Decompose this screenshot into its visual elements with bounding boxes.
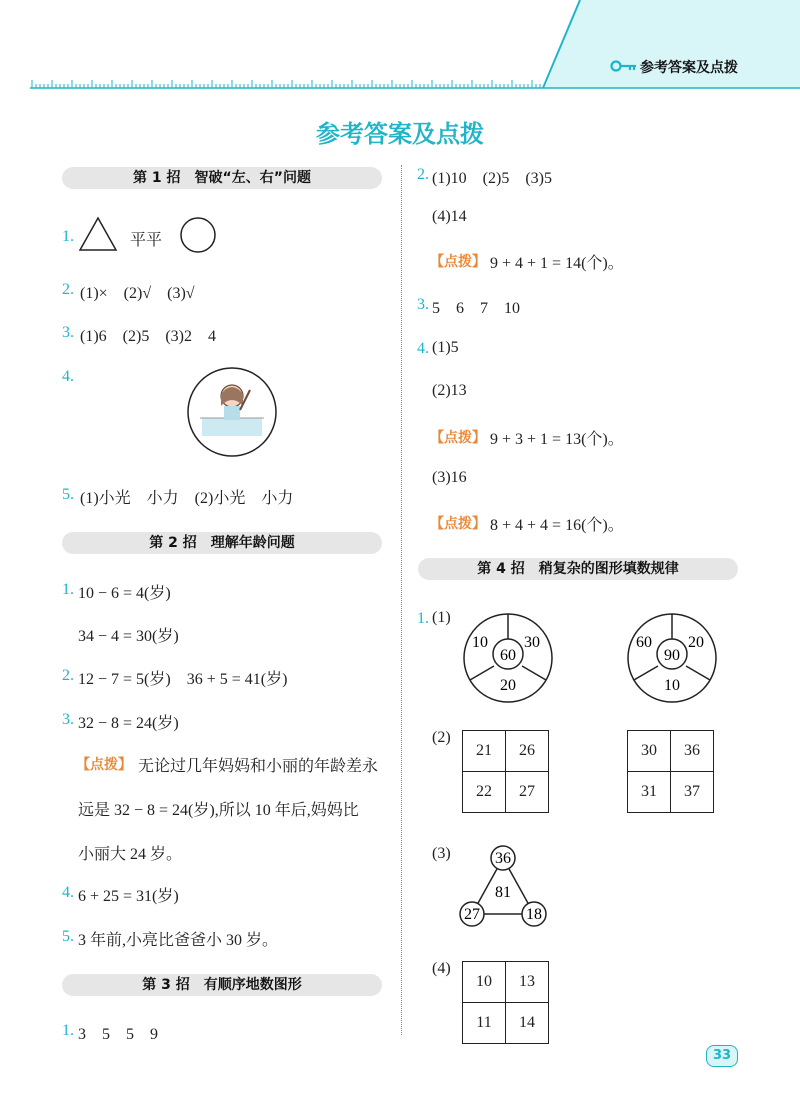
wheel-center-value: 90 [664,647,680,664]
hint-label: 【点拨】 [430,254,486,270]
hint-text: 9 + 4 + 1 = 14(个)。 [490,255,624,272]
hint-text: 无论过几年妈妈和小丽的年龄差永 [138,758,379,775]
answer-text: (4)14 [432,208,467,225]
triangle-top-value: 36 [495,850,511,867]
answer-text: 平平 [130,232,163,249]
answer-text: 5 6 7 10 [432,300,521,317]
q-number: 5. [62,486,74,503]
grid-cell: 22 [463,772,506,813]
q-number: 3. [417,296,429,313]
q-number: 4. [62,368,74,385]
grid-cell: 13 [506,962,549,1003]
grid-cell: 11 [463,1003,506,1044]
q-number: 5. [62,928,74,945]
q-number: 3. [62,711,74,728]
wheel-right-value: 20 [688,634,704,651]
section-4-title: 第 4 招 稍复杂的图形填数规律 [418,558,738,580]
wheel-left-value: 60 [636,634,652,651]
section-3-title: 第 3 招 有顺序地数图形 [62,974,382,996]
grid-cell: 30 [628,731,671,772]
q-number: 1. [62,1022,74,1039]
wheel-right-value: 30 [524,634,540,651]
grid-cell: 37 [671,772,714,813]
header-decoration [0,0,800,95]
q-number: 3. [62,324,74,341]
column-divider [401,165,402,1035]
wheel-bottom-value: 10 [664,677,680,694]
answer-text: (1)× (2)√ (3)√ [80,285,195,302]
number-grid-3 [462,961,549,1044]
answer-text: (1)6 (2)5 (3)2 4 [80,328,216,345]
hint-text: 9 + 3 + 1 = 13(个)。 [490,431,624,448]
answer-text: 10 − 6 = 4(岁) [78,585,171,602]
answer-text: (2)13 [432,382,467,399]
wheel-bottom-value: 20 [500,677,516,694]
girl-illustration [186,366,278,458]
grid-cell: 26 [506,731,549,772]
hint-text: 8 + 4 + 4 = 16(个)。 [490,517,624,534]
page-number: 33 [706,1045,738,1067]
triangle-left-value: 27 [464,906,480,923]
wheel-center-value: 60 [500,647,516,664]
key-icon [610,58,638,74]
grid-cell: 14 [506,1003,549,1044]
number-wheel-1 [462,612,554,704]
answer-text: (1)10 (2)5 (3)5 [432,170,552,187]
wheel-left-value: 10 [472,634,488,651]
hint-label: 【点拨】 [430,430,486,446]
grid-cell: 27 [506,772,549,813]
triangle-center-value: 81 [495,884,511,901]
answer-text: 12 − 7 = 5(岁) 36 + 5 = 41(岁) [78,671,288,688]
q-number: 4. [417,340,429,357]
page-title: 参考答案及点拨 [316,120,484,148]
q-number: 1. [62,228,74,245]
answer-text: (3)16 [432,469,467,486]
answer-text: 6 + 25 = 31(岁) [78,888,179,905]
answer-text: 3 5 5 9 [78,1026,159,1043]
q-number: 4. [62,884,74,901]
answer-text: (1)小光 小力 (2)小光 小力 [80,490,294,507]
triangle-shape [78,216,118,252]
grid-cell: 10 [463,962,506,1003]
answer-text: 32 − 8 = 24(岁) [78,715,179,732]
answer-text: 3 年前,小亮比爸爸小 30 岁。 [78,932,279,949]
section-1-title: 第 1 招 智破“左、右”问题 [62,167,382,189]
grid-cell: 21 [463,731,506,772]
hint-label: 【点拨】 [76,757,132,773]
header-tab-label: 参考答案及点拨 [640,60,738,76]
number-wheel-2 [626,612,718,704]
part-label: (1) [432,609,451,626]
hint-text: 远是 32 − 8 = 24(岁),所以 10 年后,妈妈比 [78,802,359,819]
part-label: (4) [432,960,451,977]
section-2-title: 第 2 招 理解年龄问题 [62,532,382,554]
number-triangle [456,844,556,930]
hint-label: 【点拨】 [430,516,486,532]
q-number: 1. [62,581,74,598]
part-label: (2) [432,729,451,746]
grid-cell: 31 [628,772,671,813]
q-number: 2. [417,166,429,183]
q-number: 2. [62,281,74,298]
q-number: 1. [417,610,429,627]
number-grid-2 [627,730,714,813]
part-label: (3) [432,845,451,862]
grid-cell: 36 [671,731,714,772]
circle-shape [178,215,218,255]
answer-text: (1)5 [432,339,459,356]
q-number: 2. [62,667,74,684]
number-grid-1 [462,730,549,813]
triangle-right-value: 18 [526,906,542,923]
hint-text: 小丽大 24 岁。 [78,846,183,863]
answer-text: 34 − 4 = 30(岁) [78,628,179,645]
